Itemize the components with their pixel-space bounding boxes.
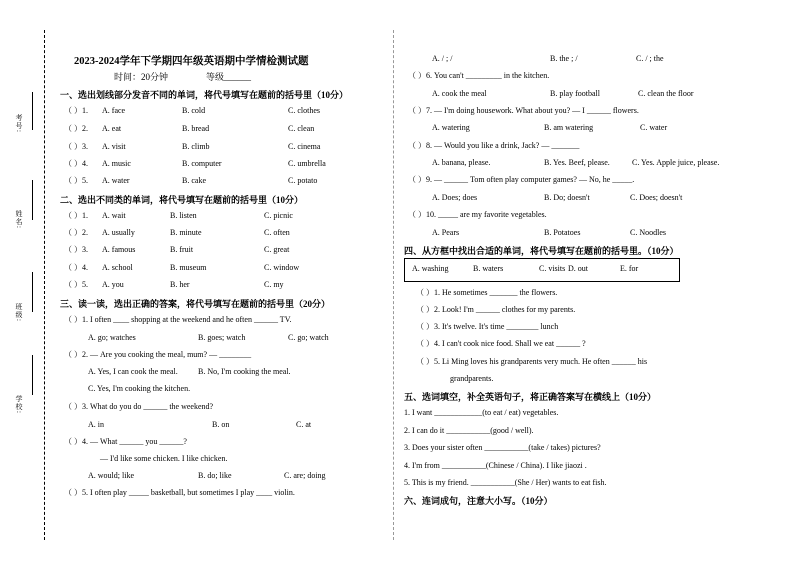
s3-q2: （ ）2. — Are you cooking the meal, mum? — ________ bbox=[64, 350, 252, 359]
s2-item-4-a: A. school bbox=[102, 263, 133, 272]
s3-q1-c: C. go; watch bbox=[288, 333, 329, 342]
s1-item-3-c: C. cinema bbox=[288, 142, 321, 151]
s4-item-3: （ ）3. It's twelve. It's time ________ lunch bbox=[416, 322, 559, 331]
s1-item-2-num: （ ）2. bbox=[64, 124, 88, 133]
s2-item-5-num: （ ）5. bbox=[64, 280, 88, 289]
r-q9-a: A. Does; does bbox=[432, 193, 478, 202]
s1-item-2-c: C. clean bbox=[288, 124, 315, 133]
s1-item-3-num: （ ）3. bbox=[64, 142, 88, 151]
r-q9-c: C. Does; doesn't bbox=[630, 193, 683, 202]
binding-label-name: 姓名: bbox=[15, 210, 23, 229]
time-line: 时间：20分钟 bbox=[114, 72, 169, 82]
section-5-heading: 五、选词填空，补全英语句子，将正确答案写在横线上（10分） bbox=[404, 392, 657, 402]
binding-label-exam-no: 考号: bbox=[15, 114, 23, 133]
s1-item-5-b: B. cake bbox=[182, 176, 206, 185]
r-q5-a: A. / ; / bbox=[432, 54, 453, 63]
s3-q4-c: C. are; doing bbox=[284, 471, 326, 480]
s2-item-2-num: （ ）2. bbox=[64, 228, 88, 237]
r-q5-c: C. / ; the bbox=[636, 54, 664, 63]
r-q8-b: B. Yes. Beef, please. bbox=[544, 158, 610, 167]
s5-item-5: 5. This is my friend. ___________(She / Her) wants to eat fish. bbox=[404, 478, 607, 487]
s2-item-2-c: C. often bbox=[264, 228, 290, 237]
binding-line bbox=[32, 180, 33, 220]
section-6-heading: 六、连词成句，注意大小写。（10分） bbox=[404, 496, 553, 506]
r-q10-b: B. Potatoes bbox=[544, 228, 581, 237]
s3-q3-a: A. in bbox=[88, 420, 104, 429]
s5-item-2: 2. I can do it ___________(good / well). bbox=[404, 426, 534, 435]
section-4-heading: 四、从方框中找出合适的单词，将代号填写在题前的括号里。（10分） bbox=[404, 246, 679, 256]
s1-item-4-num: （ ）4. bbox=[64, 159, 88, 168]
s1-item-5-c: C. potato bbox=[288, 176, 318, 185]
s3-q2-a: A. Yes, I can cook the meal. bbox=[88, 367, 178, 376]
s1-item-2-b: B. bread bbox=[182, 124, 210, 133]
r-q6-b: B. play football bbox=[550, 89, 600, 98]
s4-item-4: （ ）4. I can't cook nice food. Shall we eat ______ ? bbox=[416, 339, 586, 348]
binding-line bbox=[32, 272, 33, 312]
s4-item-5: （ ）5. Li Ming loves his grandparents very much. He often ______ his bbox=[416, 357, 648, 366]
s1-item-1-num: （ ）1. bbox=[64, 106, 88, 115]
s1-item-3-a: A. visit bbox=[102, 142, 126, 151]
s2-item-3-c: C. great bbox=[264, 245, 290, 254]
s4-item-5-cont: grandparents. bbox=[450, 374, 494, 383]
r-q10: （ ）10. _____ are my favorite vegetables. bbox=[408, 210, 547, 219]
s2-item-1-num: （ ）1. bbox=[64, 211, 88, 220]
r-q6-c: C. clean the floor bbox=[638, 89, 694, 98]
s3-q3-c: C. at bbox=[296, 420, 312, 429]
s2-item-5-c: C. my bbox=[264, 280, 284, 289]
r-q7-a: A. watering bbox=[432, 123, 470, 132]
binding-line bbox=[32, 92, 33, 130]
s2-item-4-b: B. museum bbox=[170, 263, 207, 272]
s5-item-3: 3. Does your sister often ___________(take / takes) pictures? bbox=[404, 443, 601, 452]
r-q5-b: B. the ; / bbox=[550, 54, 578, 63]
s1-item-1-a: A. face bbox=[102, 106, 126, 115]
r-q9-b: B. Do; doesn't bbox=[544, 193, 590, 202]
s3-q1-a: A. go; watches bbox=[88, 333, 136, 342]
s3-q4-a: A. would; like bbox=[88, 471, 134, 480]
s2-item-1-c: C. picnic bbox=[264, 211, 293, 220]
r-q8-c: C. Yes. Apple juice, please. bbox=[632, 158, 720, 167]
s2-item-5-b: B. her bbox=[170, 280, 190, 289]
word-bank-item-a: A. washing bbox=[412, 264, 449, 273]
s2-item-3-num: （ ）3. bbox=[64, 245, 88, 254]
s2-item-1-b: B. listen bbox=[170, 211, 197, 220]
r-q10-a: A. Pears bbox=[432, 228, 460, 237]
s1-item-2-a: A. eat bbox=[102, 124, 122, 133]
s1-item-3-b: B. climb bbox=[182, 142, 210, 151]
binding-label-school: 学校: bbox=[15, 395, 23, 414]
s3-q2-b: B. No, I'm cooking the meal. bbox=[198, 367, 291, 376]
r-q7: （ ）7. — I'm doing housework. What about you? — I ______ flowers. bbox=[408, 106, 639, 115]
s1-item-4-c: C. umbrella bbox=[288, 159, 326, 168]
s2-item-1-a: A. wait bbox=[102, 211, 126, 220]
s2-item-5-a: A. you bbox=[102, 280, 124, 289]
s3-q1-b: B. goes; watch bbox=[198, 333, 246, 342]
s3-q2-c: C. Yes, I'm cooking the kitchen. bbox=[88, 384, 191, 393]
binding-line bbox=[32, 355, 33, 395]
binding-dashed-line bbox=[44, 30, 45, 540]
s1-item-5-a: A. water bbox=[102, 176, 130, 185]
word-bank-item-b: B. waters bbox=[473, 264, 504, 273]
r-q8: （ ）8. — Would you like a drink, Jack? — _______ bbox=[408, 141, 580, 150]
word-bank-item-c: C. visits bbox=[539, 264, 566, 273]
r-q10-c: C. Noodles bbox=[630, 228, 666, 237]
s1-item-5-num: （ ）5. bbox=[64, 176, 88, 185]
s3-q4: （ ）4. — What ______ you ______? bbox=[64, 437, 187, 446]
section-2-heading: 二、选出不同类的单词，将代号填写在题前的括号里（10分） bbox=[60, 195, 304, 205]
r-q8-a: A. banana, please. bbox=[432, 158, 491, 167]
s4-item-1: （ ）1. He sometimes _______ the flowers. bbox=[416, 288, 558, 297]
word-bank-item-e: E. for bbox=[620, 264, 639, 273]
s3-q3-b: B. on bbox=[212, 420, 230, 429]
section-1-heading: 一、选出划线部分发音不同的单词，将代号填写在题前的括号里（10分） bbox=[60, 90, 349, 100]
s1-item-1-b: B. cold bbox=[182, 106, 206, 115]
r-q7-c: C. water bbox=[640, 123, 668, 132]
s1-item-4-b: B. computer bbox=[182, 159, 222, 168]
s3-q5: （ ）5. I often play _____ basketball, but sometimes I play ____ violin. bbox=[64, 488, 295, 497]
s2-item-2-b: B. minute bbox=[170, 228, 202, 237]
s2-item-3-a: A. famous bbox=[102, 245, 136, 254]
binding-label-class: 班级: bbox=[15, 303, 23, 322]
s3-q3: （ ）3. What do you do ______ the weekend? bbox=[64, 402, 214, 411]
r-q6: （ ）6. You can't _________ in the kitchen. bbox=[408, 71, 550, 80]
s1-item-1-c: C. clothes bbox=[288, 106, 320, 115]
s4-item-2: （ ）2. Look! I'm ______ clothes for my parents. bbox=[416, 305, 576, 314]
word-bank-item-d: D. out bbox=[568, 264, 588, 273]
s1-item-4-a: A. music bbox=[102, 159, 131, 168]
section-3-heading: 三、读一读，选出正确的答案，将代号填写在题前的括号里（20分） bbox=[60, 299, 331, 309]
s5-item-4: 4. I'm from ___________(Chinese / China). I like jiaozi . bbox=[404, 461, 587, 470]
s2-item-4-num: （ ）4. bbox=[64, 263, 88, 272]
r-q7-b: B. am watering bbox=[544, 123, 594, 132]
s5-item-1: 1. I want ____________(to eat / eat) vegetables. bbox=[404, 408, 559, 417]
s3-q4-b: B. do; like bbox=[198, 471, 232, 480]
s3-q4-reply: — I'd like some chicken. I like chicken. bbox=[100, 454, 228, 463]
s3-q1: （ ）1. I often ____ shopping at the weekend and he often ______ TV. bbox=[64, 315, 292, 324]
s2-item-3-b: B. fruit bbox=[170, 245, 194, 254]
grade-line: 等级______ bbox=[206, 72, 252, 82]
s2-item-4-c: C. window bbox=[264, 263, 300, 272]
s2-item-2-a: A. usually bbox=[102, 228, 135, 237]
exam-title: 2023-2024学年下学期四年级英语期中学情检测试题 bbox=[74, 56, 309, 67]
r-q9: （ ）9. — ______ Tom often play computer games? — No, he _____. bbox=[408, 175, 635, 184]
r-q6-a: A. cook the meal bbox=[432, 89, 487, 98]
column-divider bbox=[393, 30, 394, 540]
